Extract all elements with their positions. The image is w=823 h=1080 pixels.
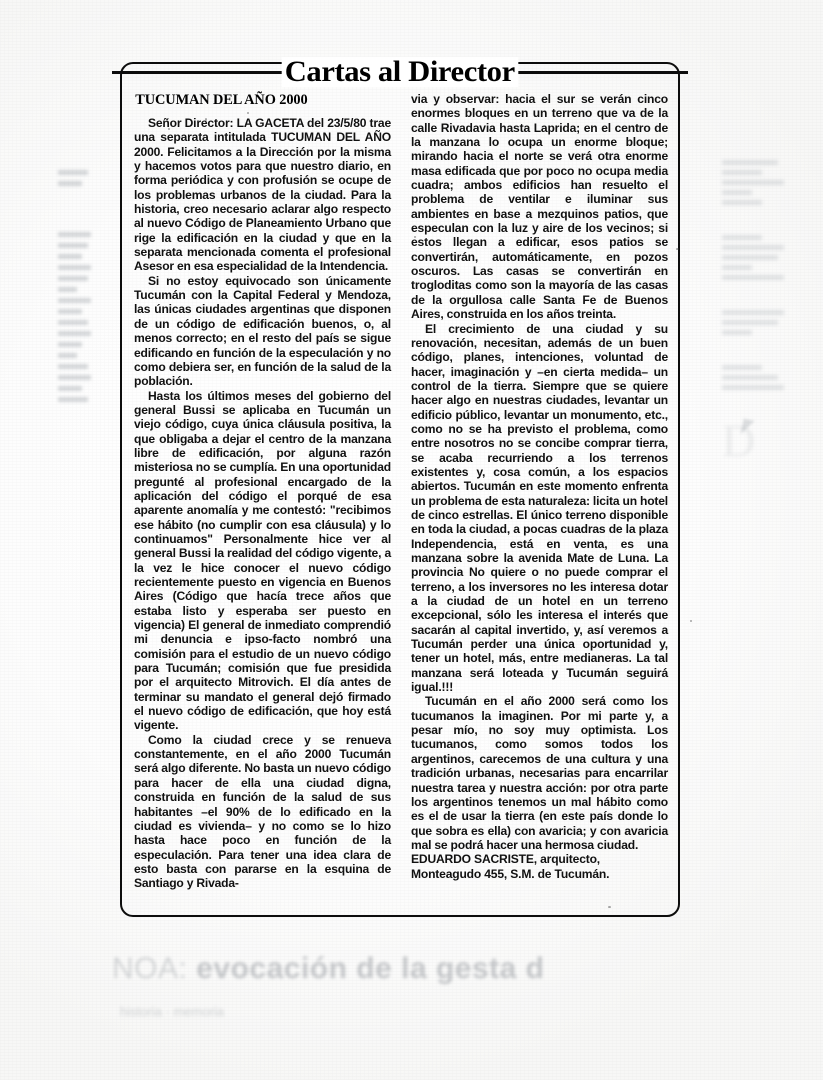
masthead-rule-left <box>112 71 284 74</box>
column-right <box>411 92 668 907</box>
paragraph: El crecimiento de una ciudad y su renovación, necesitan, además de un buen código, planes, intenciones, voluntad de hacer, imaginación y –en cierta medida– un control de la tierra. Siempre que se quiere hacer algo en nuestras ciudades, levantar un edificio público, levantar un monumento, etc., como no se ha previsto el problema, como entre nosotros no se concibe comprar tierra, se acaba recurriendo a los terrenos existentes y, cosa común, a los espacios abiertos. Tucumán en este momento enfrenta un problema de esta naturaleza: licita un hotel de cinco estrellas. El único terreno disponible en toda la ciudad, a pocas cuadras de la plaza Independencia, está en venta, es una manzana sobre la avenida Mate de Luna. La provincia No quiere o no puede comprar el terreno, a los inversores no les interesa dotar a la ciudad de un hotel en un terreno excepcional, sólo les interesa el interés que sacarán al capital invertido, y, así veremos a Tucumán perder una única oportunidad y, tener un hotel, más, entre medianeras. La tal manzana será loteada y Tucumán seguirá igual.!!! <box>411 321 668 695</box>
ghost-bottom-prefix: NOA: <box>112 952 188 985</box>
masthead-title: Cartas al Director <box>282 57 518 87</box>
paragraph: Hasta los últimos meses del gobierno del general Bussi se aplicaba en Tucumán un viejo código, cuya única cláusula positiva, la que obligaba a dejar el centro de la manzana libre de edificación, por alguna razón misteriosa no se cumplía. En una oportunidad pregunté al profesional encargado de la aplicación del código el porqué de esa aparente anomalía y me contestó: "recibimos ese hábito (no cumplir con esa cláusula) y lo continuamos" Personalmente hice ver al general Bussi la realidad del código vigente, a la vez le hice conocer el nuevo código recientemente puesto en vigencia en Buenos Aires (Código que hacía trece años que estaba listo y esperaba ser puesto en vigencia) El general de inmediato comprendió mi denuncia e ipso-facto nombró una comisión para el estudio de un nuevo código para Tucumán; comisión que fue presidida por el arquitecto Mitrovich. El día antes de terminar su mandato el general dejó firmado el nuevo código de edificación, que hoy está vigente. <box>134 388 391 733</box>
column-left <box>134 92 391 907</box>
masthead-rule-right <box>516 71 688 74</box>
letter-headline: TUCUMAN DEL AÑO 2000 <box>135 92 308 108</box>
ghost-bottom-subtext: historia · memoria <box>120 1004 225 1019</box>
paragraph: via y observar: hacia el sur se verán cinco enormes bloques en un terreno que va de la calle Rivadavia hasta Laprida; en el centro de la manzana lo ocupa un enorme bloque; mirando hacia el norte se verá otra enorme masa edificada que por poco no ocupa media cuadra; ambos edificios han resuelto el problema de ventilar e iluminar sus ambientes en base a mezquinos patios, que especulan con la luz y aire de los vecinos; si estos llegan a edificar, esos patios se convertirán, automáticamente, en pozos oscuros. Las casas se convertirán en trogloditas como son la mayoría de las casas de la orgullosa calle Santa Fe de Buenos Aires, construida en los años treinta. <box>411 92 668 322</box>
signature-role: , arquitecto, <box>533 852 600 867</box>
masthead <box>112 52 688 92</box>
signature-name: EDUARDO SACRISTE <box>411 852 534 867</box>
paragraph: Como la ciudad crece y se renueva constantemente, en el año 2000 Tucumán será algo diferente. No basta un nuevo código para hacer de ella una ciudad digna, construida en función de la salud de sus habitantes –el 90% de lo edificado en la ciudad es vivienda– y no como se lo hizo hasta hace poco en función de la especulación. Para tener una idea clara de esto basta con pararse en la esquina de Santiago y Rivada- <box>134 732 391 891</box>
signature-address: Monteagudo 455, S.M. de Tucumán. <box>411 866 610 881</box>
article-columns <box>134 92 668 907</box>
paragraph: Si no estoy equivocado son únicamente Tucumán con la Capital Federal y Mendoza, las únicas ciudades argentinas que disponen de un código de edificación buenos, o, al menos correcto; en el resto del país se sigue edificando en función de la especulación y no como debiera ser, en función de la salud de la población. <box>134 273 391 389</box>
letter-signature <box>411 852 668 881</box>
ghost-bottom-text: evocación de la gesta d <box>187 952 545 985</box>
paragraph: Señor Director: LA GACETA del 23/5/80 trae una separata intitulada TUCUMAN DEL AÑO 2000. Felicitamos a la Dirección por la misma y hacemos votos para que nuestro diario, en forma periódica y con profusión se ocupe de los problemas urbanos de la ciudad. Para la historia, creo necesario aclarar algo respecto al nuevo Código de Planeamiento Urbano que rige la edificación en la ciudad y que en la separata mencionada comenta el profesional Asesor en esa especialidad de la Intendencia. <box>134 116 391 274</box>
paragraph: Tucumán en el año 2000 será como los tucumanos la imaginen. Por mi parte y, a pesar mío, no soy muy optimista. Los tucumanos, como somos todos los argentinos, carecemos de una cultura y una tradición urbanas, necesarias para encarrilar nuestra tarea y nuestra acción: por otra parte los argentinos tenemos un mal hábito como es el de usar la tierra (en este país donde lo que sobra es ella) con avaricia; y con avaricia mal se podrá hacer una hermosa ciudad. <box>411 694 668 852</box>
